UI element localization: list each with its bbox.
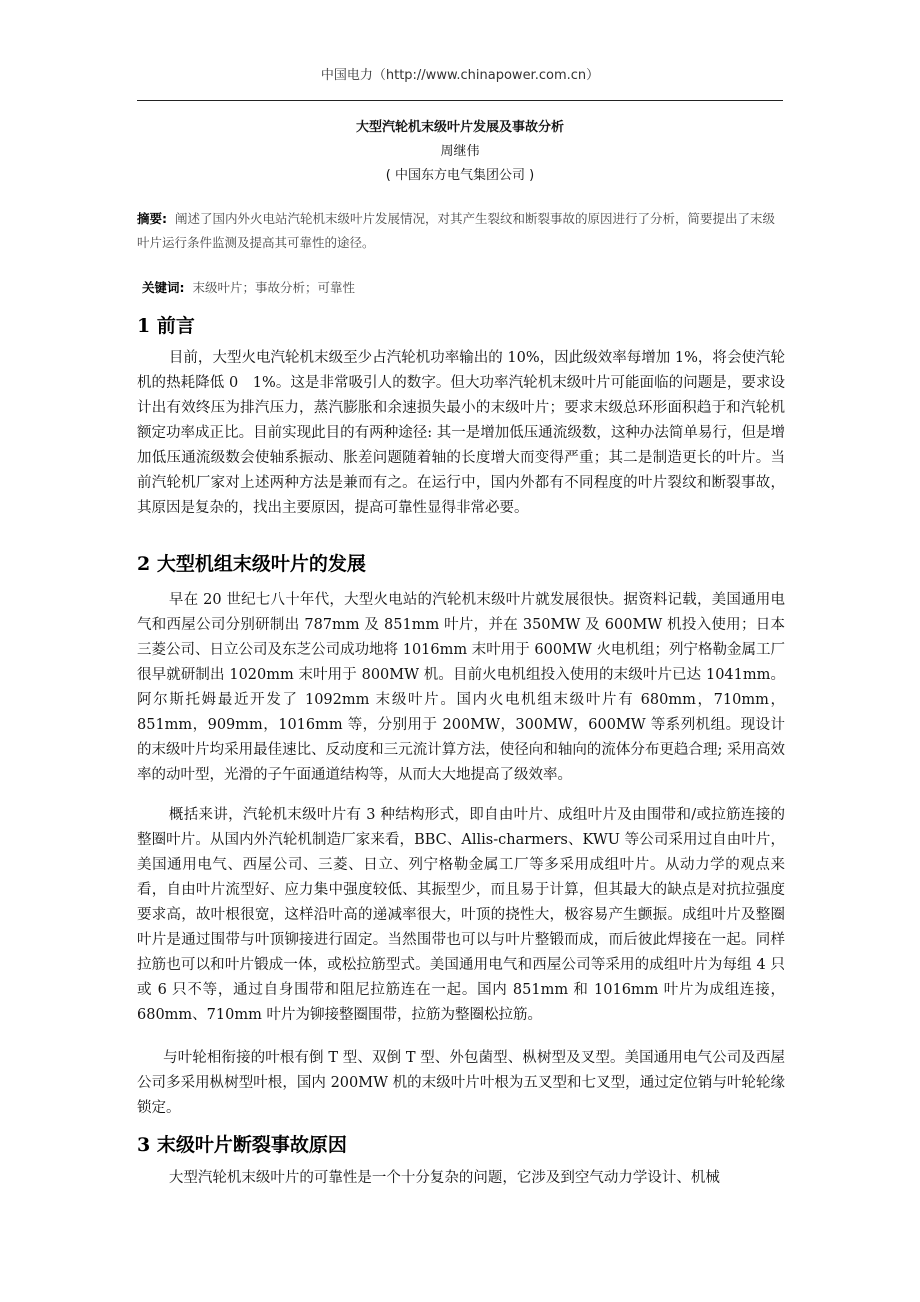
keywords (142, 276, 782, 300)
header-divider (137, 100, 783, 101)
paragraph: 概括来讲，汽轮机末级叶片有 3 种结构形式，即自由叶片、成组叶片及由围带和/或拉筋连接的整圈叶片。从国内外汽轮机制造厂家来看，BBC、Allis-charmers、KWU 等公司采用过自由叶片，美国通用电气、西屋公司、三菱、日立、列宁格勒金属工厂等多采用成组叶片。从动力学的观点来看，自由叶片流型好、应力集中强度较低、其振型少，而且易于计算，但其最大的缺点是对抗拉强度要求高，故叶根很宽，这样沿叶高的递减率很大，叶顶的挠性大，极容易产生颤振。成组叶片及整圈叶片是通过围带与叶顶铆接进行固定。当然围带也可以与叶片整锻而成，而后彼此焊接在一起。同样拉筋也可以和叶片锻成一体，或松拉筋型式。美国通用电气和西屋公司等采用的成组叶片为每组 4 只或 6 只不等，通过自身围带和阻尼拉筋连在一起。国内 851mm 和 1016mm 叶片为成组连接，680mm、710mm 叶片为铆接整圈围带，拉筋为整圈松拉筋。 (137, 807, 785, 1023)
paragraph: 与叶轮相衔接的叶根有倒 T 型、双倒 T 型、外包菌型、枞树型及叉型。美国通用电气公司及西屋公司多采用枞树型叶根，国内 200MW 机的末级叶片叶根为五叉型和七叉型，通过定位销与叶轮轮缘锁定。 (137, 1050, 785, 1116)
paragraph: 目前，大型火电汽轮机末级至少占汽轮机功率输出的 10%，因此级效率每增加 1%，将会使汽轮机的热耗降低 0 1%。这是非常吸引人的数字。但大功率汽轮机末级叶片可能面临的问题是，要求设计出有效终压为排汽压力，蒸汽膨胀和余速损失最小的末级叶片；要求末级总环形面积趋于和汽轮机额定功率成正比。目前实现此目的有两种途径: 其一是增加低压通流级数，这种办法简单易行，但是增加低压通流级数会使轴系振动、胀差问题随着轴的长度增大而变得严重；其二是制造更长的叶片。当前汽轮机厂家对上述两种方法是兼而有之。在运行中，国内外都有不同程度的叶片裂纹和断裂事故，其原因是复杂的，找出主要原因，提高可靠性显得非常必要。 (137, 350, 785, 516)
author: 周继伟 (440, 144, 480, 159)
abstract (137, 207, 785, 255)
keywords-label: 关键词: (142, 280, 185, 295)
affiliation: ( 中国东方电气集团公司 ) (385, 168, 535, 183)
section-heading: 2 大型机组末级叶片的发展 (137, 553, 366, 575)
site-header-text: 中国电力（http://www.chinapower.com.cn） (320, 68, 600, 83)
page-header (0, 64, 920, 83)
section-heading: 1 前言 (137, 315, 195, 337)
abstract-label: 摘要: (137, 211, 167, 226)
paragraph: 早在 20 世纪七八十年代，大型火电站的汽轮机末级叶片就发展很快。据资料记载，美国通用电气和西屋公司分别研制出 787mm 及 851mm 叶片，并在 350MW 及 600MW 机投入使用；日本三菱公司、日立公司及东芝公司成功地将 1016mm 末叶用于 600MW 火电机组；列宁格勒金属工厂很早就研制出 1020mm 末叶用于 800MW 机。目前火电机组投入使用的末级叶片已达 1041mm。阿尔斯托姆最近开发了 1092mm 末级叶片。国内火电机组末级叶片有 680mm，710mm，851mm，909mm，1016mm 等，分别用于 200MW，300MW，600MW 等系列机组。现设计的末级叶片均采用最佳速比、反动度和三元流计算方法，使径向和轴向的流体分布更趋合理; 采用高效率的动叶型，光滑的子午面通道结构等，从而大大地提高了级效率。 (137, 592, 785, 783)
paragraph: 大型汽轮机末级叶片的可靠性是一个十分复杂的问题，它涉及到空气动力学设计、机械 (168, 1170, 720, 1186)
keywords-text: 末级叶片；事故分析；可靠性 (192, 280, 356, 295)
section-heading: 3 末级叶片断裂事故原因 (137, 1134, 347, 1156)
document-title: 大型汽轮机末级叶片发展及事故分析 (355, 120, 564, 135)
abstract-text: 阐述了国内外火电站汽轮机末级叶片发展情况，对其产生裂纹和断裂事故的原因进行了分析，简要提出了末级叶片运行条件监测及提高其可靠性的途径。 (137, 211, 776, 250)
title-block (0, 116, 920, 188)
